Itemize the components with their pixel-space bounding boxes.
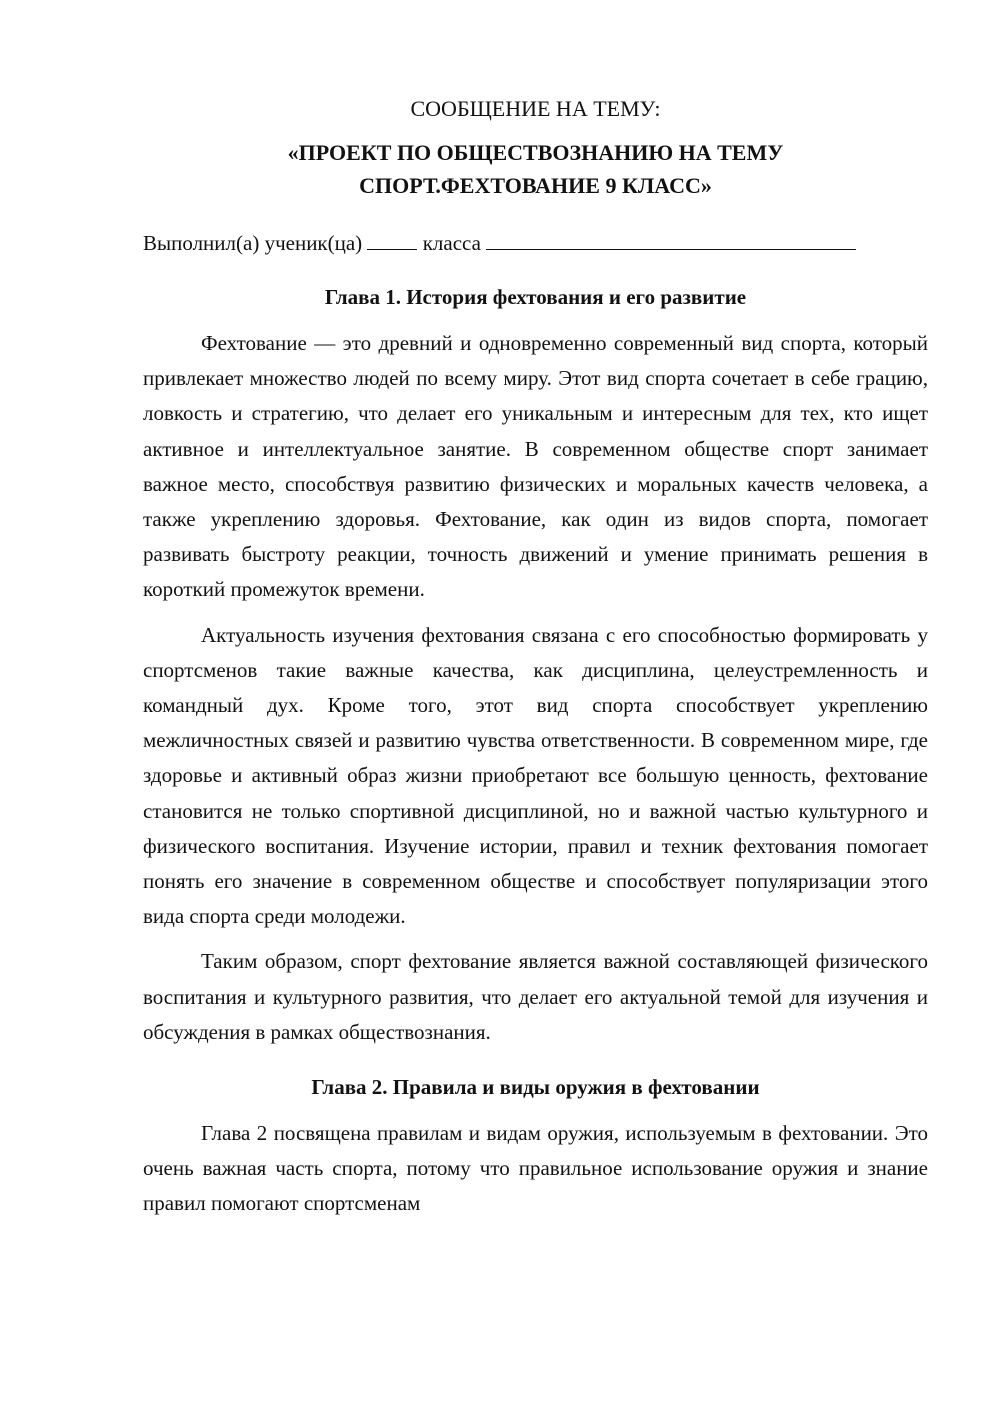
student-class-label: класса xyxy=(422,231,481,255)
chapter-1-paragraph-2: Актуальность изучения фехтования связана с его способностью формировать у спортсменов такие важные качества, как дисциплина, целеустремленность и командный дух. Кроме того, этот вид спорта способствует укреплению межличностных связей и развитию чувства ответственности. В современном мире, где здоровье и активный образ жизни приобретают все большую ценность, фехтование становится не только спортивной дисциплиной, но и важной частью культурного и физического воспитания. Изучение истории, правил и техник фехтования помогает понять его значение в современном обществе и способствует популяризации этого вида спорта среди молодежи. xyxy=(143,622,928,929)
title-line-2: СПОРТ.ФЕХТОВАНИЕ 9 КЛАСС» xyxy=(359,173,712,198)
chapter-2-heading: Глава 2. Правила и виды оружия в фехтовании xyxy=(311,1075,760,1100)
student-line xyxy=(143,226,928,260)
chapter-1-heading: Глава 1. История фехтования и его развитие xyxy=(324,285,747,309)
document-header: СООБЩЕНИЕ НА ТЕМУ: xyxy=(410,96,661,121)
chapter-1-paragraph-1: Фехтование — это древний и одновременно современный вид спорта, который привлекает множество людей по всему миру. Этот вид спорта сочетает в себе грацию, ловкость и стратегию, что делает его уникальным и интересным для тех, кто ищет активное и интеллектуальное занятие. В современном обществе спорт занимает важное место, способствуя развитию физических и моральных качеств человека, а также укреплению здоровья. Фехтование, как один из видов спорта, помогает развивать быстроту реакции, точность движений и умение принимать решения в короткий промежуток времени. xyxy=(143,331,928,602)
document-title xyxy=(143,136,928,202)
student-prefix: Выполнил(а) ученик(ца) xyxy=(143,231,363,255)
chapter-1-paragraph-3: Таким образом, спорт фехтование является важной составляющей физического воспитания и культурного развития, что делает его актуальной темой для изучения и обсуждения в рамках обществознания. xyxy=(143,949,928,1044)
student-name-blank xyxy=(486,227,856,250)
chapter-2-paragraph-1: Глава 2 посвящена правилам и видам оружия, используемым в фехтовании. Это очень важная часть спорта, потому что правильное использование оружия и знание правил помогают спортсменам xyxy=(143,1121,928,1216)
document-content xyxy=(143,92,928,1222)
class-number-blank xyxy=(367,227,417,250)
title-line-1: «ПРОЕКТ ПО ОБЩЕСТВОЗНАНИЮ НА ТЕМУ xyxy=(287,140,784,165)
